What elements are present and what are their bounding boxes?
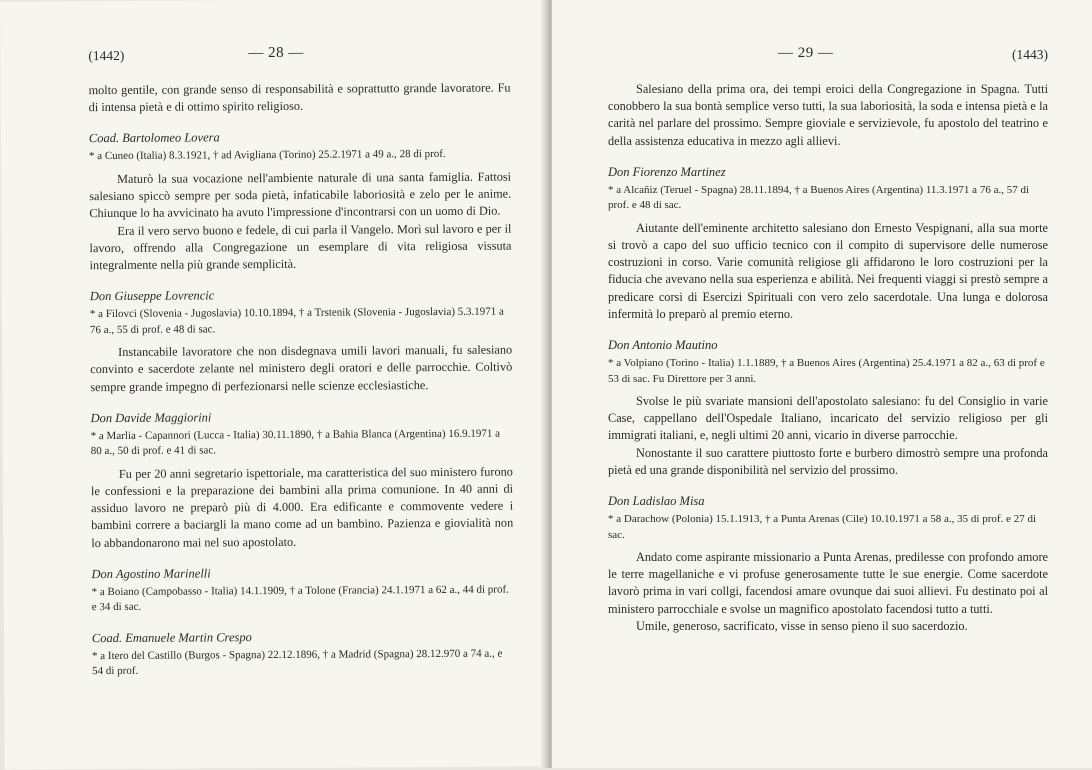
left-page-header: [88, 44, 510, 73]
entry-bio: * a Volpiano (Torino - Italia) 1.1.1889, † a Buenos Aires (Argentina) 25.4.1971 a 82 a., 63 di prof e 53 di sac. Fu Direttore per 3 anni.: [608, 357, 1045, 385]
entry-paragraph: Instancabile lavoratore che non disdegnava umili lavori manuali, fu salesiano convinto e sacerdote zelante nel ministero degli oratori e delle parrocchie. Coltivò sempre grande impegno di perfezionarsi nelle scienze ecclesiastiche.: [90, 342, 513, 394]
entry-name: Don Fiorenzo Martinez: [608, 164, 726, 179]
entry-paragraph: Nonostante il suo carattere piuttosto forte e burbero dimostrò sempre una profonda pietà ed una grande disponibilità nel servizio del prossimo.: [608, 445, 1048, 477]
entry-bio: * a Itero del Castillo (Burgos - Spagna) 22.12.1896, † a Madrid (Spagna) 28.12.970 a 74 a., e 54 di prof.: [91, 647, 503, 678]
entry-name: Don Giuseppe Lovrencic: [89, 288, 215, 304]
entry-paragraph: Fu per 20 anni segretario ispettoriale, ma caratteristica del suo ministero furono le confessioni e la preparazione dei bambini alla prima comunione. In 40 anni di assiduo lavoro ne preparò più di 4.000. Era edificante e commovente vedere i bambini correre a baciargli la mano come ad un bambino. Pazienza e giovialità non lo abbandonarono mai nel suo apostolato.: [90, 464, 514, 550]
entry-bio: * a Filovci (Slovenia - Jugoslavia) 10.10.1894, † a Trstenik (Slovenia - Jugoslavia) 5.3.1971 a 76 a., 55 di prof. e 48 di sac.: [89, 305, 504, 336]
right-page-header: [608, 45, 1048, 71]
obituary-entry: [89, 128, 512, 274]
entry-name: Don Antonio Mautino: [608, 338, 718, 353]
right-page-number-paren: (1443): [1012, 47, 1048, 62]
entry-paragraph: Maturò la sua vocazione nell'ambiente naturale di una santa famiglia. Fattosi salesiano spiccò sempre per soda pietà, infaticabile laboriosità e zelo per le anime. Chiunque lo ha avvicinato ha avuto l'impressione d'incontrarsi con un uomo di Dio.: [89, 169, 512, 221]
obituary-entry: [91, 407, 514, 552]
entry-name: Don Agostino Marinelli: [91, 566, 211, 581]
right-intro-text: Salesiano della prima ora, dei tempi eroici della Congregazione in Spagna. Tutti conobbero la sua bontà semplice verso tutti, la sua laboriosità, la soda e intensa pietà e la carità nel parlare del prossimo. Sempre gioviale e servizievole, fu apostolo del teatrino e della assistenza educativa in mezzo agli allievi.: [608, 82, 1048, 148]
entry-paragraph: Aiutante dell'eminente architetto salesiano don Ernesto Vespignani, alla sua morte si trovò a capo del suo ufficio tecnico con il compito di supervisore delle numerose costruzioni in corso. Varie comunità religiose gli affidarono le loro costruzioni per la fiducia che avevano nella sua esperienza e abilità. Nei frequenti viaggi si prestò sempre a predicare corsi di Esercizi Spirituali con vero zelo sacerdotale. Una lunga e dolorosa infermità lo preparò al premio eterno.: [608, 220, 1048, 321]
obituary-entry: [608, 493, 1048, 635]
entry-name: Don Ladislao Misa: [608, 494, 705, 509]
right-page-content: [608, 81, 1048, 635]
entry-paragraph: Andato come aspirante missionario a Punta Arenas, predilesse con profondo amore le terre magellaniche e vi profuse generosamente tutte le sue energie. Come sacerdote lavorò prima in vari collgi, facendosi amare ovunque dai suoi allievi. Fu destinato poi al ministero parrocchiale e svolse un magnifico apostolato facendosi tutto a tutti.: [608, 550, 1048, 616]
entry-bio: * a Marlia - Capannori (Lucca - Italia) 30.11.1890, † a Bahia Blanca (Argentina) 16.9.1971 a 80 a., 50 di prof. e 41 di sac.: [90, 427, 501, 458]
right-page-number: — 29 —: [778, 45, 834, 61]
entry-paragraph: Era il vero servo buono e fedele, di cui parla il Vangelo. Morì sul lavoro e per il lavoro, offrendo alla Congregazione un esemplare di vita religiosa vissuta integralmente nella più grande semplicità.: [89, 221, 512, 273]
entry-paragraph: Svolse le più svariate mansioni dell'apostolato salesiano: fu del Consiglio in varie Case, cappellano dell'Ospedale Italiano, incaricato del servizio religioso per gli immigrati italiani, e, negli ultimi 20 anni, vicario in diverse parrocchie.: [608, 394, 1048, 443]
left-page-content: [88, 80, 514, 680]
obituary-entry: [92, 627, 514, 680]
entry-name: Don Davide Maggiorini: [90, 410, 212, 425]
entry-name: Coad. Emanuele Martin Crespo: [91, 629, 252, 645]
entry-name: Coad. Bartolomeo Lovera: [88, 130, 220, 146]
entry-bio: * a Cuneo (Italia) 8.3.1921, † ad Avigliana (Torino) 25.2.1971 a 49 a., 28 di prof.: [88, 148, 446, 163]
obituary-entry: [90, 286, 513, 396]
left-page-number: — 28 —: [248, 44, 304, 62]
obituary-entry: [608, 337, 1048, 479]
obituary-entry: [91, 563, 513, 616]
left-intro-text: molto gentile, con grande senso di responsabilità e soprattutto grande lavoratore. Fu di intensa pietà e di ottimo spirito religioso.: [88, 80, 511, 115]
entry-bio: * a Alcañiz (Teruel - Spagna) 28.11.1894, † a Buenos Aires (Argentina) 11.3.1971 a 76 a., 57 di prof. e 48 di sac.: [608, 183, 1030, 212]
entry-bio: * a Boiano (Campobasso - Italia) 14.1.1909, † a Tolone (Francia) 24.1.1971 a 62 a., 44 di prof. e 34 di sac.: [91, 583, 509, 614]
left-page-number-paren: (1442): [88, 47, 125, 64]
right-page: [552, 0, 1092, 768]
obituary-entry: [608, 164, 1048, 323]
entry-paragraph: Umile, generoso, sacrificato, visse in senso pieno il suo sacerdozio.: [636, 618, 968, 633]
entry-bio: * a Darachow (Polonia) 15.1.1913, † a Punta Arenas (Cile) 10.10.1971 a 58 a., 35 di prof. e 27 di sac.: [608, 513, 1036, 541]
